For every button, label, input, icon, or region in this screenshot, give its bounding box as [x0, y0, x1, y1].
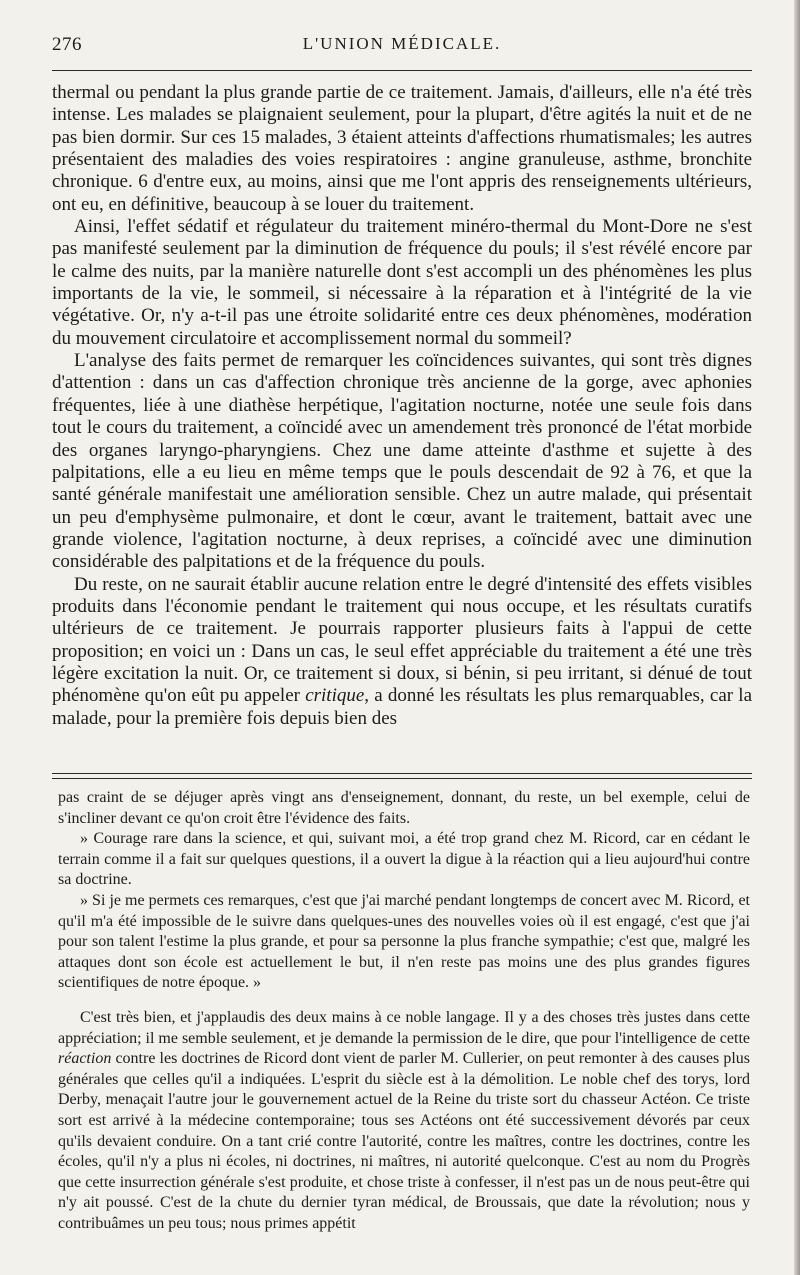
- body-paragraph: Ainsi, l'effet sédatif et régulateur du traitement minéro-thermal du Mont-Dore ne s'est pas manifesté seulement par la diminution de fréquence du pouls; il s'est révélé encore par le calme des nuits, par la manière naturelle dont s'est accompli un des phénomènes les plus importants de la vie, le sommeil, si nécessaire à la réparation et à l'intégrité de la vie végétative. Or, n'y a-t-il pas une étroite solidarité entre ces deux phénomènes, modération du mouvement circulatoire et accomplissement normal du sommeil?: [52, 216, 752, 349]
- page-header: [52, 34, 752, 60]
- page-number: 276: [52, 34, 82, 55]
- running-title: L'UNION MÉDICALE.: [302, 34, 502, 53]
- body-paragraph: L'analyse des faits permet de remarquer les coïncidences suivantes, qui sont très dignes d'attention : dans un cas d'affection chronique très ancienne de la gorge, avec aphonies fréquentes, liée à une diathèse herpétique, l'agitation nocturne, notée une seule fois dans tout le cours du traitement, a coïncidé avec un amendement très prononcé de l'état morbide des organes laryngo-pharyngiens. Chez une dame atteinte d'asthme et sujette à des palpitations, elle a eu lieu en même temps que le pouls descendait de 92 à 76, et que la santé générale manifestait une amélioration sensible. Chez un autre malade, qui présentait un peu d'emphysème pulmonaire, et dont le cœur, avant le traitement, battait avec une grande violence, l'agitation nocturne, à deux reprises, a coïncidé avec une diminution considérable des palpitations et de la fréquence du pouls.: [52, 350, 752, 573]
- header-rule: [52, 70, 752, 71]
- paragraph-text: Du reste, on ne saurait établir aucune relation entre le degré d'intensité des effets visibles produits dans l'économie pendant le traitement qui nous occupe, et les résultats curatifs ultérieurs de ce traitement. Je pourrais rapporter plusieurs faits à l'appui de cette proposition; en voici un : Dans un cas, le seul effet appréciable du traitement a été une très légère excitation la nuit. Or, ce traitement si doux, si bénin, si peu irritant, si dénué de tout phénomène qu'on eût pu appeler: [52, 573, 752, 707]
- paragraph-gap: [58, 994, 750, 1008]
- footnote-paragraph: » Si je me permets ces remarques, c'est que j'ai marché pendant longtemps de concert avec M. Ricord, et qu'il m'a été impossible de le suivre dans quelques-unes des nouvelles voies où il est engagé, c'est que j'ai pour son talent l'estime la plus grande, et pour sa personne la plus franche sympathie; c'est que, malgré les attaques dont son école est actuellement le but, il n'en reste pas moins une des plus grandes figures scientifiques de notre époque. »: [58, 891, 750, 992]
- footnote-paragraph: [58, 1008, 750, 1235]
- footnote-separator-rule: [52, 773, 752, 779]
- paragraph-text: contre les doctrines de Ricord dont vient de parler M. Cullerier, on peut remonter à des causes plus générales que celles qu'il a indiquées. L'esprit du siècle est à la démolition. Le noble chef des torys, lord Derby, menaçait l'autre jour le gouvernement actuel de la Reine du triste sort du chasseur Actéon. Ce triste sort est arrivé à la médecine contemporaine; tous ses Actéons ont été successivement dévorés par ceux qu'ils devaient conduire. On a tant crié contre l'autorité, contre les maîtres, contre les doctrines, contre les écoles, qu'il n'y a plus ni écoles, ni doctrines, ni maîtres, ni autorité quelconque. C'est au nom du Progrès que cette insurrection générale s'est produite, et chose triste à confesser, il n'est pas un de nous peut-être qui n'y ait poussé. C'est de la chute du dernier tyran médical, de Broussais, que date la révolution; nous y contribuâmes un peu tous; nous primes appétit: [58, 1050, 750, 1232]
- page-edge-shadow: [794, 0, 800, 1275]
- body-paragraph: [52, 574, 752, 730]
- main-text-column: [52, 82, 752, 730]
- body-paragraph: thermal ou pendant la plus grande partie de ce traitement. Jamais, d'ailleurs, elle n'a été très intense. Les malades se plaignaient seulement, pour la plupart, d'être agités la nuit et de ne pas bien dormir. Sur ces 15 malades, 3 étaient atteints d'affections rhumatismales; les autres présentaient des maladies des voies respiratoires : angine granuleuse, asthme, bronchite chronique. 6 d'entre eux, au moins, ainsi que me l'ont appris des renseignements ultérieurs, ont eu, en définitive, beaucoup à se louer du traitement.: [52, 82, 752, 215]
- paragraph-text: , a donné les résultats les plus remarquables, car la malade, pour la première fois depuis bien des: [52, 685, 753, 729]
- emphasized-word: réaction: [58, 1050, 112, 1068]
- emphasized-word: critique: [305, 685, 365, 707]
- footnote-paragraph: pas craint de se déjuger après vingt ans d'enseignement, donnant, du reste, un bel exemple, celui de s'incliner devant ce qu'on croit être l'évidence des faits.: [58, 789, 750, 827]
- paragraph-text: C'est très bien, et j'applaudis des deux mains à ce noble langage. Il y a des choses très justes dans cette appréciation; il me semble seulement, et je demande la permission de le dire, que pour l'intelligence de cette: [58, 1008, 750, 1047]
- footnote-column: [58, 788, 750, 1234]
- footnote-paragraph: » Courage rare dans la science, et qui, suivant moi, a été trop grand chez M. Ricord, car en cédant le terrain comme il a fait sur quelques questions, il a ouvert la digue à la réaction qui a lieu aujourd'hui contre sa doctrine.: [58, 830, 750, 889]
